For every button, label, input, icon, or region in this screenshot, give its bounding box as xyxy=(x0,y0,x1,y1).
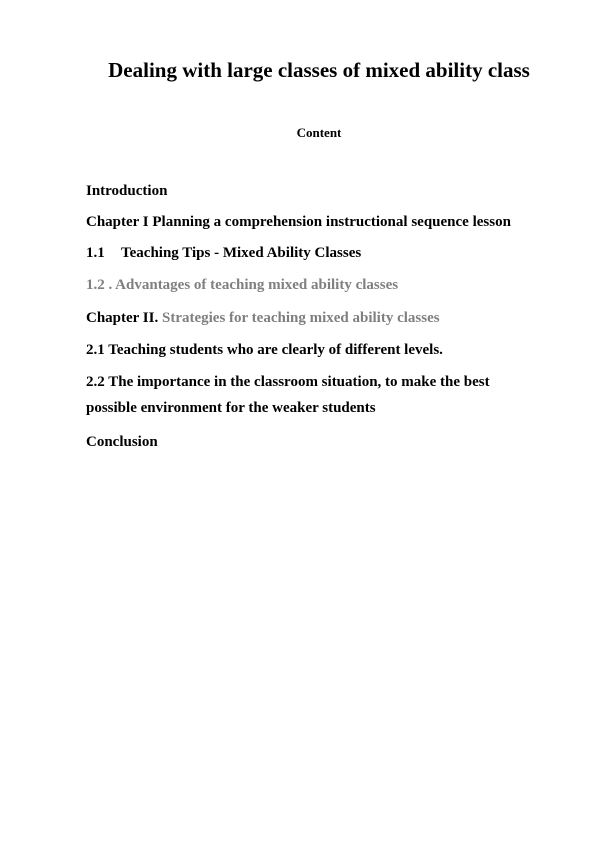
toc-conclusion: Conclusion xyxy=(86,434,158,450)
content-heading: Content xyxy=(296,125,342,140)
toc-item-2-2-line-1: 2.2 The importance in the classroom situation, to make the best xyxy=(86,374,490,390)
toc-item-1-2: 1.2 . Advantages of teaching mixed ability classes xyxy=(86,277,399,293)
document-title: Dealing with large classes of mixed ability class xyxy=(108,58,530,82)
toc-item-2-1: 2.1 Teaching students who are clearly of different levels. xyxy=(86,342,443,358)
toc-introduction: Introduction xyxy=(86,183,168,199)
toc-item-1-1-text: Teaching Tips - Mixed Ability Classes xyxy=(121,245,362,261)
toc-chapter-2-text: Strategies for teaching mixed ability classes xyxy=(158,310,440,326)
toc-chapter-1: Chapter I Planning a comprehension instructional sequence lesson xyxy=(86,214,511,230)
toc-item-2-2-line-2: possible environment for the weaker students xyxy=(86,400,376,416)
toc-item-1-1 xyxy=(86,242,361,264)
toc-chapter-2-prefix: Chapter II xyxy=(86,310,155,326)
toc-chapter-2-dot: . xyxy=(154,310,159,326)
toc-chapter-2 xyxy=(86,307,440,329)
toc-item-1-1-number: 1.1 xyxy=(86,245,105,261)
